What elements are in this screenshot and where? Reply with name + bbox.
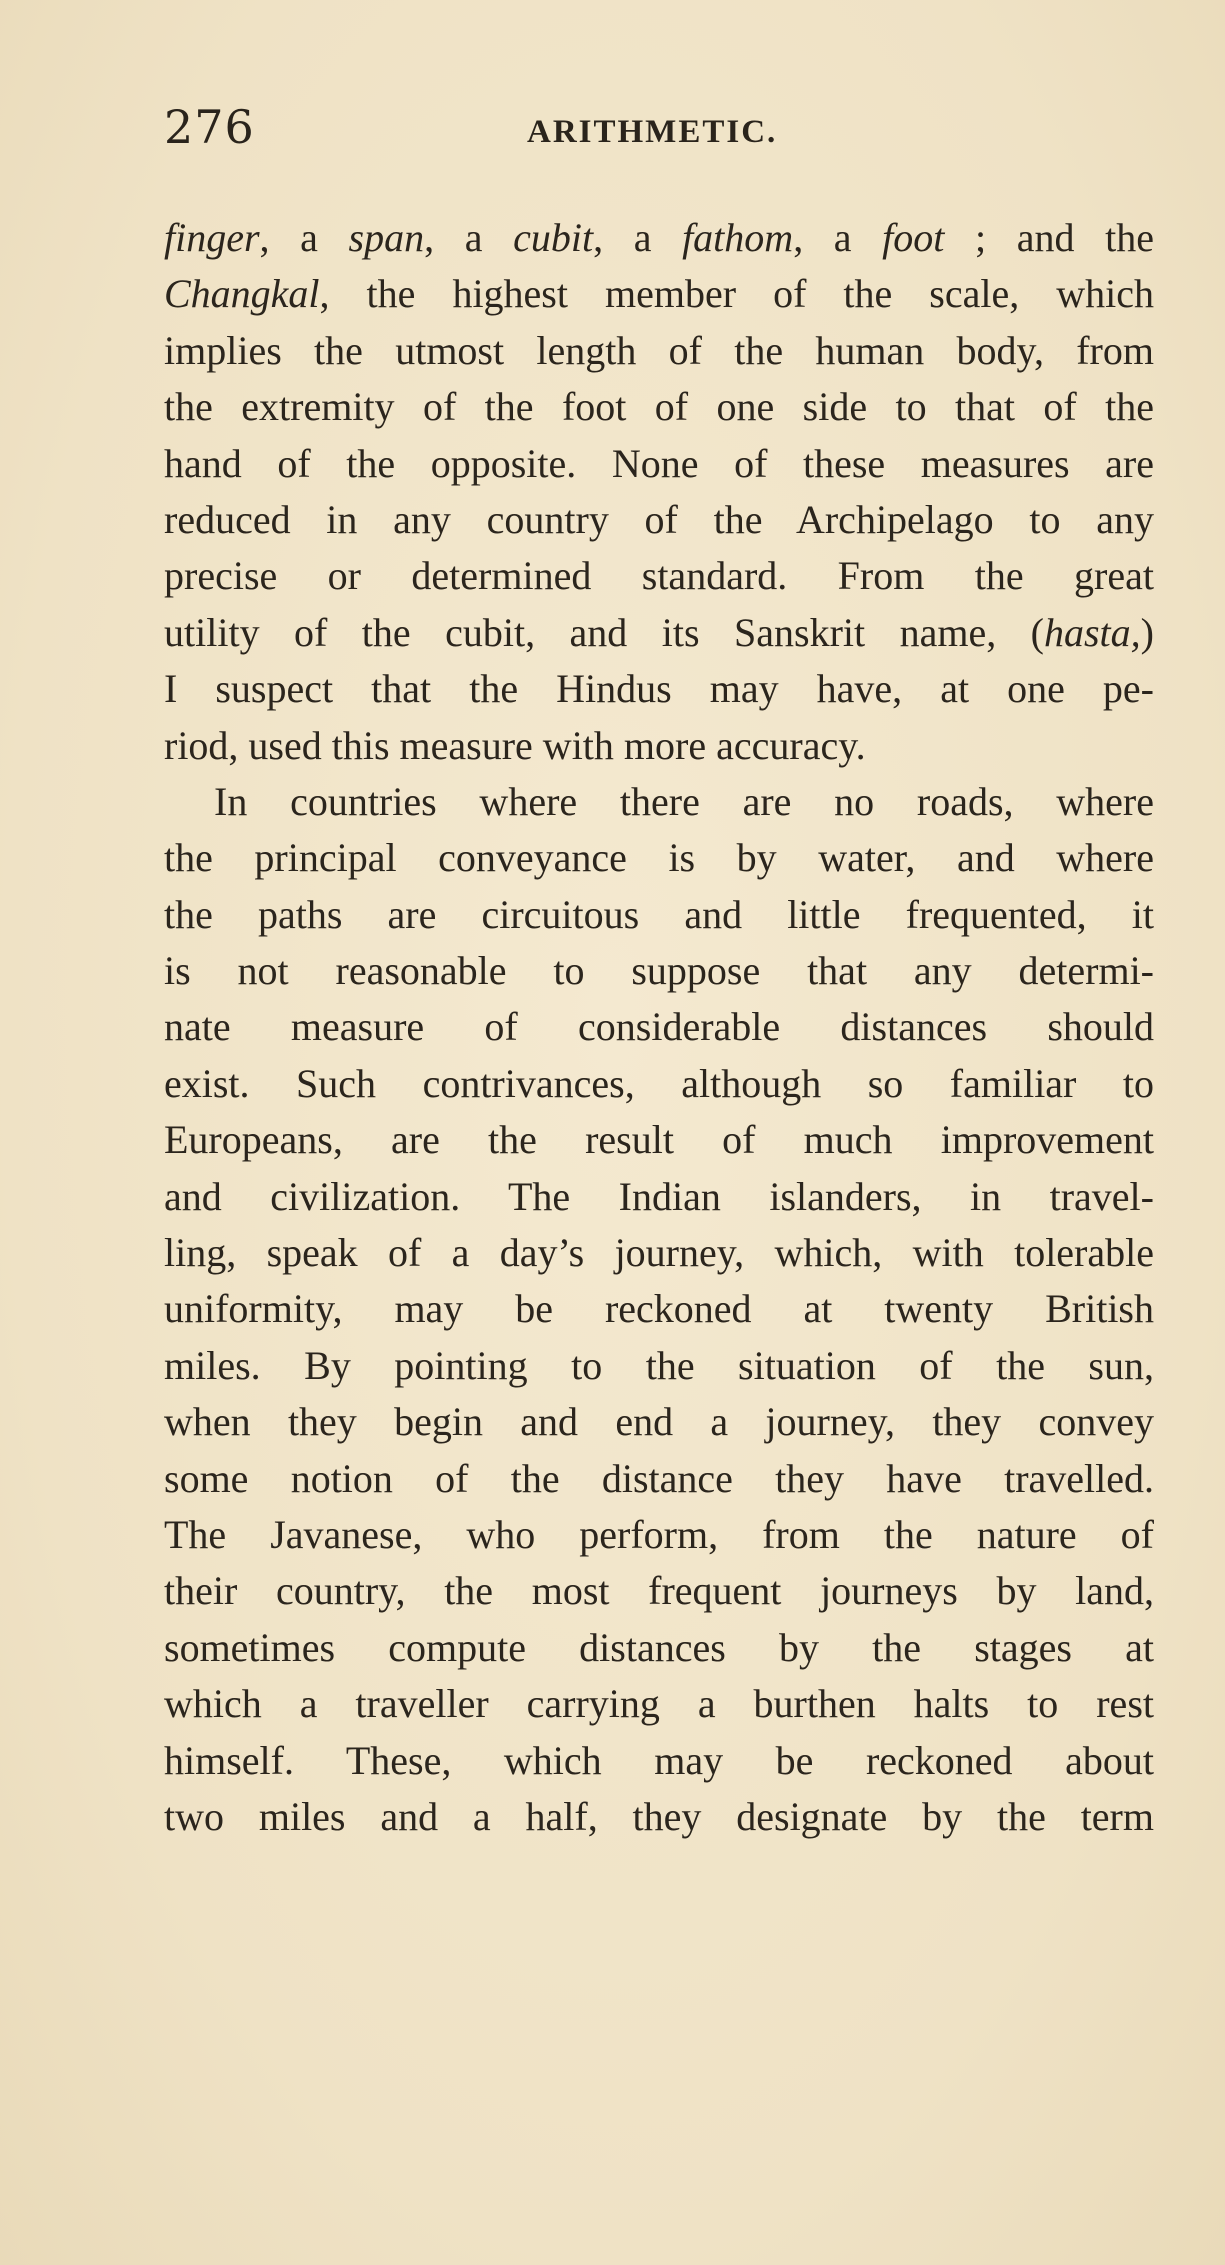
page-number: 276 bbox=[164, 100, 255, 154]
text-line: some notion of the distance they have travelled. bbox=[164, 1455, 1154, 1501]
text-line: and civilization. The Indian islanders, in travel- bbox=[164, 1173, 1154, 1219]
page-header bbox=[164, 100, 1154, 160]
body-text bbox=[164, 210, 1154, 1845]
text-line: implies the utmost length of the human body, from bbox=[164, 327, 1154, 373]
text-line: ling, speak of a day’s journey, which, with tolerable bbox=[164, 1230, 1154, 1276]
text-line: miles. By pointing to the situation of the sun, bbox=[164, 1342, 1154, 1388]
text-line: the extremity of the foot of one side to that of the bbox=[164, 384, 1154, 430]
text-line: when they begin and end a journey, they convey bbox=[164, 1399, 1154, 1445]
text-line: himself. These, which may be reckoned about bbox=[164, 1737, 1154, 1783]
text-line: the principal conveyance is by water, and where bbox=[164, 835, 1154, 881]
text-line: riod, used this measure with more accuracy. bbox=[164, 722, 866, 768]
text-line: exist. Such contrivances, although so familiar to bbox=[164, 1060, 1154, 1106]
text-line: reduced in any country of the Archipelago to any bbox=[164, 496, 1154, 542]
text-line: which a traveller carrying a burthen halts to rest bbox=[164, 1681, 1154, 1727]
text-line: two miles and a half, they designate by the term bbox=[164, 1793, 1154, 1839]
text-line: nate measure of considerable distances should bbox=[164, 1004, 1154, 1050]
text-line: utility of the cubit, and its Sanskrit name, (hasta,) bbox=[164, 609, 1154, 655]
text-line: uniformity, may be reckoned at twenty British bbox=[164, 1286, 1154, 1332]
text-line: I suspect that the Hindus may have, at one pe- bbox=[164, 666, 1154, 712]
text-line: hand of the opposite. None of these measures are bbox=[164, 440, 1154, 486]
text-line: the paths are circuitous and little frequented, it bbox=[164, 891, 1154, 937]
text-line: sometimes compute distances by the stages at bbox=[164, 1624, 1154, 1670]
text-line: is not reasonable to suppose that any determi- bbox=[164, 948, 1154, 994]
text-line: precise or determined standard. From the great bbox=[164, 553, 1154, 599]
text-line: Europeans, are the result of much improvement bbox=[164, 1117, 1154, 1163]
text-line: In countries where there are no roads, where bbox=[214, 778, 1154, 824]
text-line: their country, the most frequent journeys by land, bbox=[164, 1568, 1154, 1614]
text-line: Changkal, the highest member of the scale, which bbox=[164, 271, 1154, 317]
text-line: finger, a span, a cubit, a fathom, a foot ; and the bbox=[164, 215, 1154, 260]
running-head: ARITHMETIC. bbox=[527, 114, 778, 150]
text-line: The Javanese, who perform, from the nature of bbox=[164, 1511, 1154, 1557]
